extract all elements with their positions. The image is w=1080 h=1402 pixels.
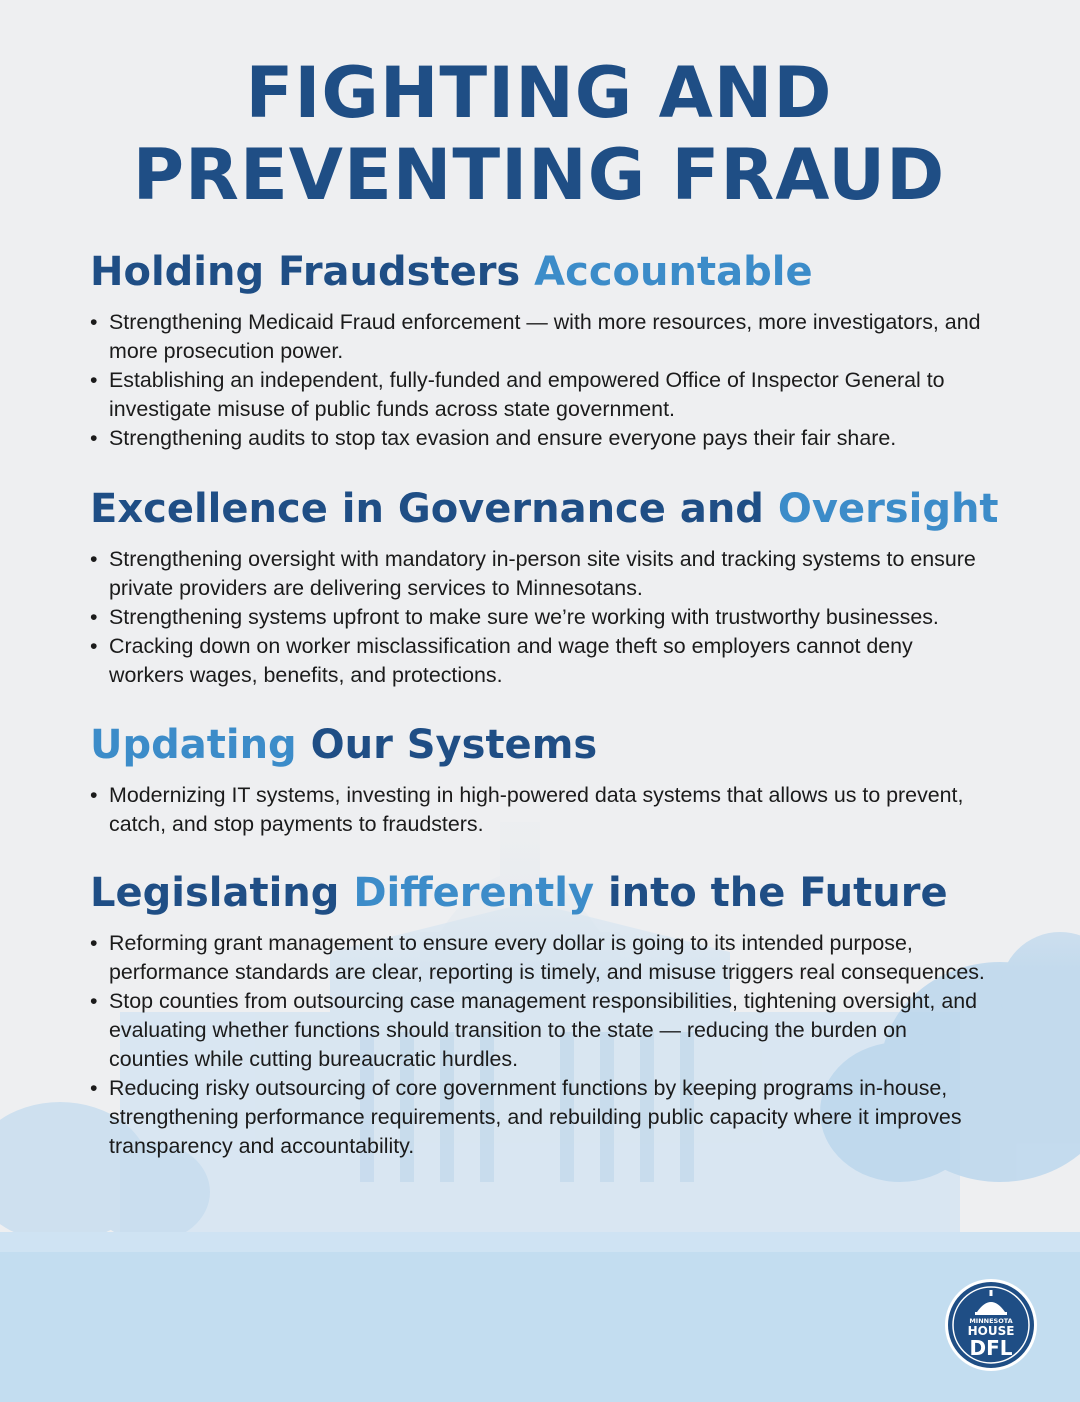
logo-line-3: DFL: [969, 1336, 1013, 1360]
bullet-item: • Reforming grant management to ensure every dollar is going to its intended purpose, performance standards are clear, reporting is timely, and misuse triggers real consequences.: [90, 929, 988, 987]
heading-accent-text: Oversight: [777, 486, 999, 532]
heading-text-after: into the Future: [594, 870, 948, 916]
bullet-item: • Strengthening systems upfront to make sure we’re working with trustworthy businesses.: [90, 603, 988, 632]
heading-text: Legislating: [90, 870, 354, 916]
content-area: [0, 52, 1080, 1161]
bullet-item: • Reducing risky outsourcing of core government functions by keeping programs in-house, strengthening performance requirements, and rebuilding public capacity where it improves transparency and accountability.: [90, 1074, 988, 1161]
heading-text-after: Our Systems: [296, 722, 598, 768]
bullet-list: [90, 545, 988, 690]
section-legislating-differently: [90, 867, 988, 1161]
logo-line-1: MINNESOTA: [969, 1317, 1013, 1325]
page-title: [90, 52, 988, 216]
section-heading: [90, 246, 988, 298]
bullet-item: • Stop counties from outsourcing case management responsibilities, tightening oversight, and evaluating whether functions should transition to the state — reducing the burden on counties while cutting bureaucratic hurdles.: [90, 987, 988, 1074]
bullet-list: [90, 781, 988, 839]
heading-accent-text: Accountable: [534, 249, 813, 295]
heading-text: Holding Fraudsters: [90, 249, 535, 295]
section-heading: [90, 483, 999, 535]
section-updating-our-systems: [90, 719, 988, 839]
title-line-2: PREVENTING FRAUD: [132, 134, 946, 216]
bullet-item: • Modernizing IT systems, investing in high-powered data systems that allows us to prevent, catch, and stop payments to fraudsters.: [90, 781, 988, 839]
heading-accent-text: Differently: [353, 870, 595, 916]
heading-text: Excellence in Governance and: [90, 486, 778, 532]
bullet-list: [90, 308, 988, 453]
bullet-item: • Cracking down on worker misclassification and wage theft so employers cannot deny workers wages, benefits, and protections.: [90, 632, 988, 690]
section-excellence-in-governance: [90, 483, 999, 690]
section-holding-fraudsters-accountable: [90, 246, 988, 453]
bullet-item: • Strengthening oversight with mandatory in-person site visits and tracking systems to ensure private providers are delivering services to Minnesotans.: [90, 545, 988, 603]
bullet-list: [90, 929, 988, 1161]
minnesota-house-dfl-logo: [944, 1278, 1038, 1372]
section-heading: [90, 867, 988, 919]
bullet-item: • Strengthening audits to stop tax evasion and ensure everyone pays their fair share.: [90, 424, 988, 453]
section-heading: [90, 719, 988, 771]
bullet-item: • Strengthening Medicaid Fraud enforcement — with more resources, more investigators, and more prosecution power.: [90, 308, 988, 366]
logo-line-2: HOUSE: [967, 1324, 1015, 1338]
title-line-1: FIGHTING AND: [245, 52, 833, 134]
bullet-item: • Establishing an independent, fully-funded and empowered Office of Inspector General to investigate misuse of public funds across state government.: [90, 366, 988, 424]
heading-accent-text: Updating: [90, 722, 297, 768]
